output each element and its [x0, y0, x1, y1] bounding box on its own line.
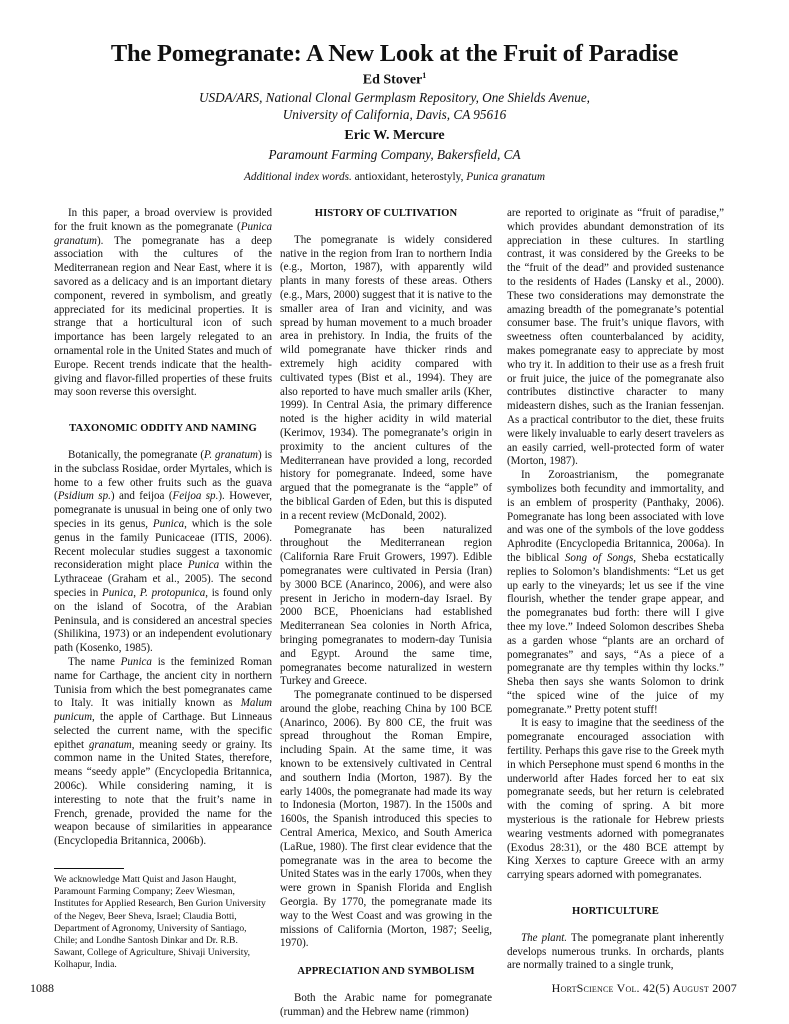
italic-term: Punica [152, 517, 185, 530]
history-paragraph-1: The pomegranate is widely considered native in the region from Iran to northern India (e.g., Morton, 1987), with apparently wild plants in many forests of these areas. Others (e.g., Mars, 2000) suggest that it is native to the smaller area of Iran and vicinity, and was spread by human movement to a much broader area in prehistory. In India, the fruits of the wild pomegranate have thicker rinds and extremely high acidity compared with cultivated types (Bist et al., 1994). They are also reported to have much smaller arils (Kher, 1999). In Central Asia, the primary difference noted is the higher acidity in wild material (Kerimov, 1934). The pomegranate’s origin in proximity to the ancient cultures of the Mediterranean have provided a long, recorded history for pomegranate. Indeed, some have argued that the pomegranate is the “apple” of the biblical Garden of Eden, but this is disputed in a recent review (McDonald, 2002). [280, 233, 492, 522]
index-words-list: antioxidant, heterostyly, [354, 171, 464, 183]
italic-term: Malum punicum [54, 697, 272, 724]
appreciation-paragraph-3: It is easy to imagine that the seediness of the pomegranate encouraged association with fertility. Perhaps this gave rise to the Greek myth in which Persephone must spend 6 months in the underworld after Hades forced her to eat six pomegranate seeds, but her return is celebrated with the coming of spring. A bit more mysterious is the rationale for Hebrew priests wearing vestments adorned with pomegranates (Exodus 28:31), or the 480 BCE attempt by King Xerxes to capture Greece with an army carrying spears adorned with pomegranates. [507, 717, 724, 882]
affiliation-1-line-1: USDA/ARS, National Clonal Germplasm Repository, One Shields Avenue, [199, 90, 590, 105]
footnote-mark: 1 [422, 71, 427, 80]
author-1-name: Ed Stover [362, 72, 423, 88]
italic-term: Punica [120, 655, 152, 668]
section-heading-horticulture: HORTICULTURE [572, 906, 659, 918]
column-2 [280, 207, 492, 1020]
text-run: ) is in the subclass Rosidae, order Myrtales, which is home to a few other fruits such as the guava ( [54, 448, 273, 503]
italic-term: Punica [101, 586, 134, 599]
text-run: The name [68, 655, 121, 668]
text-run: ). However, pomegranate is unusual in being one of only two species in its genus, [54, 490, 273, 530]
text-run: , meaning seedy or grainy. Its common name in the United States, therefore, means “seedy apple” (Encyclopedia Britannica, 2006c). While considering naming, it is interesting to note that the fruit’s name in French, grenade, provided the name for the weapon because of similarities in appearance (Encyclopedia Britannica, 2006b). [54, 738, 272, 848]
italic-term: Feijoa sp. [172, 490, 219, 503]
acknowledgment-footnote: We acknowledge Matt Quist and Jason Haught, Paramount Farming Company; Zeev Wiesman, Institutes for Applied Research, Ben Gurion University of the Negev, Beer Sheva, Israel; Claudia Botti, Department of Agronomy, University of Santiago, Chile; and Londhe Santosh Dinkar and Dr. R.B. Sawant, College of Agriculture, Shivaji University, Kolhapur, India. [54, 874, 266, 971]
text-run: Botanically, the pomegranate ( [68, 448, 205, 461]
intro-paragraph [54, 207, 272, 400]
text-run: In this paper, a broad overview is provided for the fruit known as the pomegranate ( [54, 207, 272, 233]
column-1 [54, 207, 272, 849]
text-run: is the feminized Roman name for Carthage, the ancient city in northern Tunisia from which the best pomegranates came to Italy. It was initially known as [54, 655, 272, 710]
paper-title: The Pomegranate: A New Look at the Fruit of Paradise [110, 40, 679, 67]
appreciation-paragraph-1: Both the Arabic name for pomegranate (rumman) and the Hebrew name (rimmon) [280, 992, 492, 1018]
italic-term: Song of Songs [564, 551, 634, 564]
text-run: , Sheba ecstatically replies to Solomon’s blandishments: “Let us get up early to the vineyards; let us see if the vine flourish, whether the tender grape appear, and the pomegranates bud forth: there will I give thee my love.” Indeed Solomon describes Sheba as a garden whose “plants are an orchard of pomegranates” and says, “As a piece of a pomegranate are thy temples within thy locks.” Sheba then says she wants Solomon to drink “the spiced wine of the juice of my pomegranate.” Pretty potent stuff! [507, 551, 724, 716]
index-words-species: Punica granatum [466, 171, 546, 183]
journal-citation: HortScience Vol. 42(5) August 2007 [551, 981, 737, 995]
history-paragraph-3: The pomegranate continued to be dispersed around the globe, reaching China by 100 BCE (Anarinco, 2006). By 800 CE, the fruit was spread throughout the Roman Empire, including Spain. At the same time, it was known to be extensively cultivated in Central and southern India (Morton, 1987). By the early 1400s, the pomegranate had made its way to Indonesia (Morton, 1987). In the 1500s and 1600s, the Spanish introduced this species to Central America, Mexico, and South America (LaRue, 1980). The first clear evidence that the pomegranate was in the area to become the United States was in the early 1700s, when they were grown in Spanish Florida and English Georgia. By 1770, the pomegranate made its way to the West Coast and was growing in the missions of California (Morton, 1987; Seelig, 1970). [280, 689, 492, 950]
horticulture-text: The pomegranate plant inherently develops numerous trunks. In orchards, plants are normally trained to a single trunk, [507, 931, 724, 972]
text-run: , the apple of Carthage. But Linneaus selected the current name, with the specific epithet [54, 711, 272, 751]
index-words [0, 171, 789, 183]
text-run: , [133, 586, 140, 599]
section-heading-appreciation: APPRECIATION AND SYMBOLISM [297, 966, 475, 978]
author-2-name: Eric W. Mercure [344, 128, 445, 143]
italic-term: Punica [187, 559, 220, 572]
subheading-the-plant: The plant. [521, 931, 568, 944]
affiliation-1-line-2: University of California, Davis, CA 95616 [282, 107, 507, 122]
appreciation-paragraph-continued: are reported to originate as “fruit of paradise,” which provides abundant demonstration of its appreciation in these cultures. In startling contrast, it was considered by the Greeks to be the “fruit of the dead” and provided sustenance to the residents of Hades (Lansky et al., 2000). These two considerations may demonstrate the amazing breadth of the pomegranate’s potential consumer base. The fruit’s unique flavors, with sweetness often counterbalanced by acidity, makes pomegranate easy to appreciate by most who try it. In addition to their use as a fresh fruit or fruit juice, the juice of the pomegranate also contributes distinctive character to many mideastern dishes, such as the Iranian fessenjan. As a practical contributor to the diet, these fruits were likely invaluable to early desert travelers as an easily carried, well-protected form of water (Morton, 1987). [507, 207, 724, 468]
taxonomy-paragraph-1 [54, 449, 272, 656]
italic-term: granatum [88, 738, 132, 751]
text-run: ) and feijoa ( [110, 490, 173, 503]
italic-term: Punica granatum [54, 220, 272, 247]
italic-term: P. granatum [204, 448, 259, 461]
horticulture-paragraph-1 [507, 932, 724, 973]
footnote-rule [54, 868, 124, 869]
affiliation-2: Paramount Farming Company, Bakersfield, CA [268, 147, 521, 162]
text-run: , which is the sole genus in the family Punicaceae (ITIS, 2006). Recent molecular studies suggest a taxonomic reconsideration might place [54, 517, 272, 572]
history-paragraph-2: Pomegranate has been naturalized throughout the Mediterranean region (California Rare Fruit Growers, 1997). Edible pomegranates were cultivated in Persia (Iran) by 3000 BCE (Anarinco, 2006), and were also present in Jericho in modern-day Israel. By 2000 BCE, Phoenicians had established Mediterranean Sea colonies in North Africa, bringing pomegranates to modern-day Tunisia and Egypt. Around the same time, pomegranates become naturalized in western Turkey and Greece. [280, 523, 492, 688]
text-run: within the Lythraceae (Graham et al., 2005). The second species in [54, 559, 272, 599]
appreciation-paragraph-2 [507, 469, 724, 717]
italic-term: P. protopunica [139, 586, 206, 599]
text-run: ). The pomegranate has a deep association with the cultures of the Mediterranean region and Near East, where it is savored as a delicacy and is an important dietary component, revered in symbolism, and greatly appreciated for its medicinal properties. It is strange that a horticultural icon of such importance has been largely relegated to an ornamental role in the United States and much of Europe. Recent trends indicate that the health-giving and flavor-filled properties of these fruits may soon reverse this oversight. [54, 234, 272, 399]
index-words-label: Additional index words. [243, 171, 352, 183]
section-heading-history: HISTORY OF CULTIVATION [314, 208, 458, 219]
text-run: In Zoroastrianism, the pomegranate symbolizes both fecundity and immortality, and is an emblem of prosperity (Panthaky, 2006). Pomegranate has long been associated with love and was one of the symbols of the love goddess Aphrodite (Encyclopedia Britannica, 2006a). In the biblical [507, 469, 724, 564]
affiliation-1 [0, 89, 789, 123]
taxonomy-paragraph-2 [54, 656, 272, 849]
section-heading-taxonomy: TAXONOMIC ODDITY AND NAMING [69, 423, 257, 435]
column-3 [507, 207, 724, 973]
page-number: 1088 [30, 981, 54, 995]
italic-term: Psidium sp. [57, 490, 111, 503]
author-1 [0, 71, 789, 89]
text-run: , is found only on the island of Socotra, of the Arabian Peninsula, and is considered an ancestral species (Shilikina, 1973) or an independent evolutionary path (Kosenko, 1985). [54, 586, 272, 655]
